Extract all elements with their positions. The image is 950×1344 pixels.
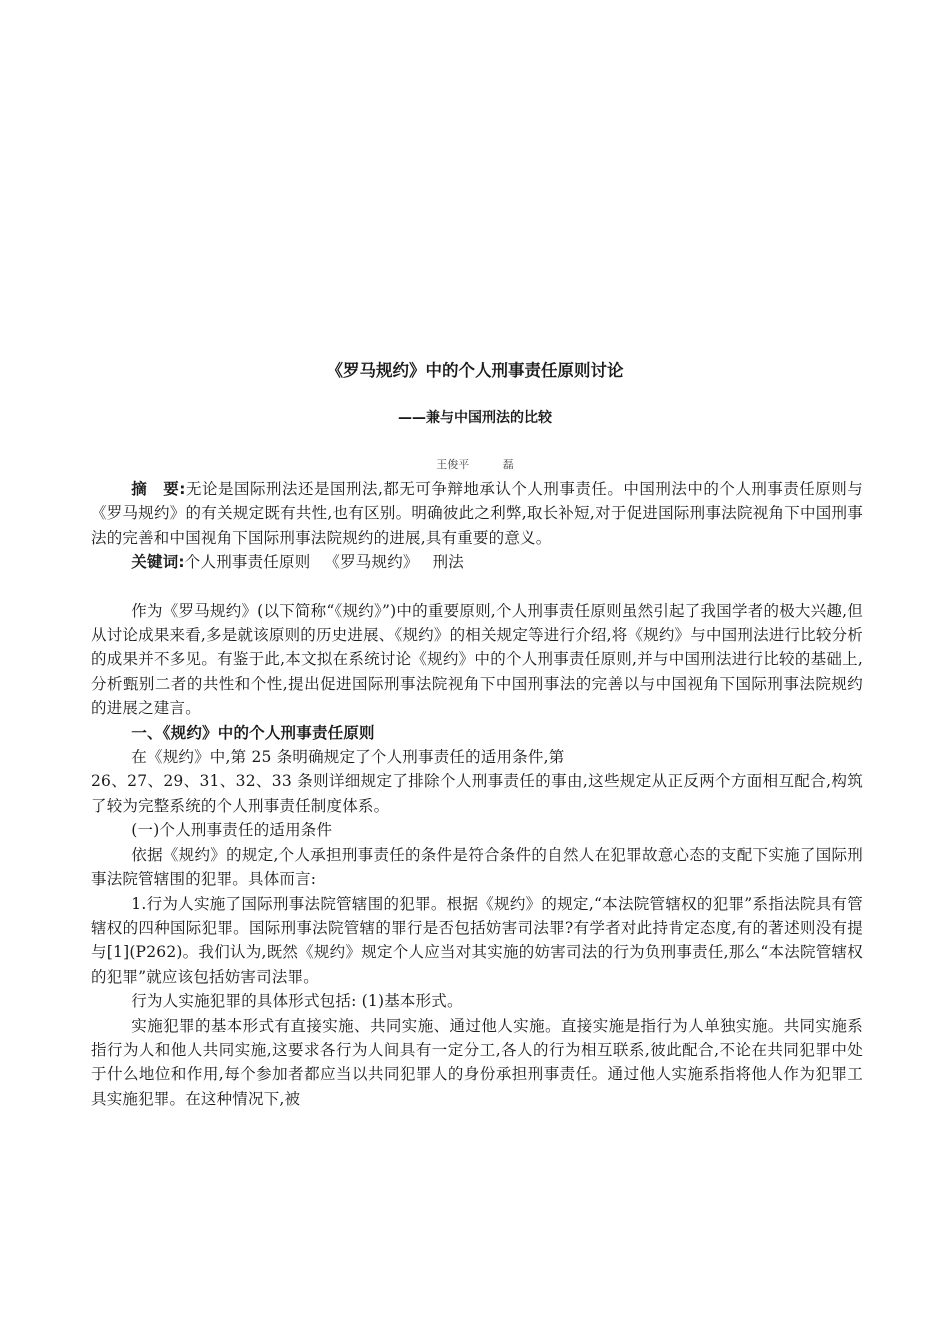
author-name: 磊 xyxy=(502,458,514,471)
keywords-label: 关键词: xyxy=(131,553,185,572)
keyword: 《罗马规约》 xyxy=(324,553,419,572)
page-subtitle: ——兼与中国刑法的比较 xyxy=(398,410,552,426)
author-name: 王俊平 xyxy=(436,458,470,471)
section-heading: 一、《规约》中的个人刑事责任原则 xyxy=(131,723,375,742)
body-paragraph: 在《规约》中,第 25 条明确规定了个人刑事责任的适用条件,第 xyxy=(131,748,565,767)
blank-line xyxy=(91,575,863,599)
keywords-paragraph xyxy=(91,550,863,574)
body-paragraph: 26、27、29、31、32、33 条则详细规定了排除个人刑事责任的事由,这些规定从正反两个方面相互配合,构筑了较为完整系统的个人刑事责任制度体系。 xyxy=(91,772,863,815)
body-paragraph: 1.行为人实施了国际刑事法院管辖围的犯罪。根据《规约》的规定,“本法院管辖权的犯罪”系指法院具有管辖权的四种国际犯罪。国际刑事法院管辖的罪行是否包括妨害司法罪?有学者对此持肯定态度,有的著述则没有提与[1](P262)。我们认为,既然《规约》规定个人应当对其实施的妨害司法的行为负刑事责任,那么“本法院管辖权的犯罪”就应该包括妨害司法罪。 xyxy=(91,894,863,986)
intro-paragraph: 作为《罗马规约》(以下简称“《规约》”)中的重要原则,个人刑事责任原则虽然引起了我国学者的极大兴趣,但从讨论成果来看,多是就该原则的历史进展、《规约》的相关规定等进行介绍,将《规约》与中国刑法进行比较分析的成果并不多见。有鉴于此,本文拟在系统讨论《规约》中的个人刑事责任原则,并与中国刑法进行比较的基础上,分析甄别二者的共性和个性,提出促进国际刑事法院视角下中国刑事法的完善以与中国视角下国际刑事法院规约的进展之建言。 xyxy=(91,601,863,718)
author-line xyxy=(0,456,950,472)
page-title: 《罗马规约》中的个人刑事责任原则讨论 xyxy=(326,361,624,380)
keyword: 刑法 xyxy=(432,553,465,572)
body-paragraph: 行为人实施犯罪的具体形式包括: (1)基本形式。 xyxy=(131,992,463,1011)
body-paragraph: 实施犯罪的基本形式有直接实施、共同实施、通过他人实施。直接实施是指行为人单独实施。共同实施系指行为人和他人共同实施,这要求各行为人间具有一定分工,各人的行为相互联系,彼此配合,不论在共同犯罪中处于什么地位和作用,每个参加者都应当以共同犯罪人的身份承担刑事责任。通过他人实施系指将他人作为犯罪工具实施犯罪。在这种情况下,被 xyxy=(91,1016,863,1108)
article-body xyxy=(91,477,863,1111)
body-paragraph: 依据《规约》的规定,个人承担刑事责任的条件是符合条件的自然人在犯罪故意心态的支配下实施了国际刑事法院管辖围的犯罪。具体而言: xyxy=(91,845,863,889)
keyword: 个人刑事责任原则 xyxy=(184,553,311,572)
abstract-text: 无论是国际刑法还是国刑法,都无可争辩地承认个人刑事责任。中国刑法中的个人刑事责任原则与《罗马规约》的有关规定既有共性,也有区别。明确彼此之利弊,取长补短,对于促进国际刑事法院视角下中国刑事法的完善和中国视角下国际刑事法院规约的进展,具有重要的意义。 xyxy=(91,480,863,547)
subsection-heading: (一)个人刑事责任的适用条件 xyxy=(131,821,333,840)
abstract-label: 摘 要: xyxy=(131,480,186,498)
abstract-paragraph xyxy=(91,477,863,550)
